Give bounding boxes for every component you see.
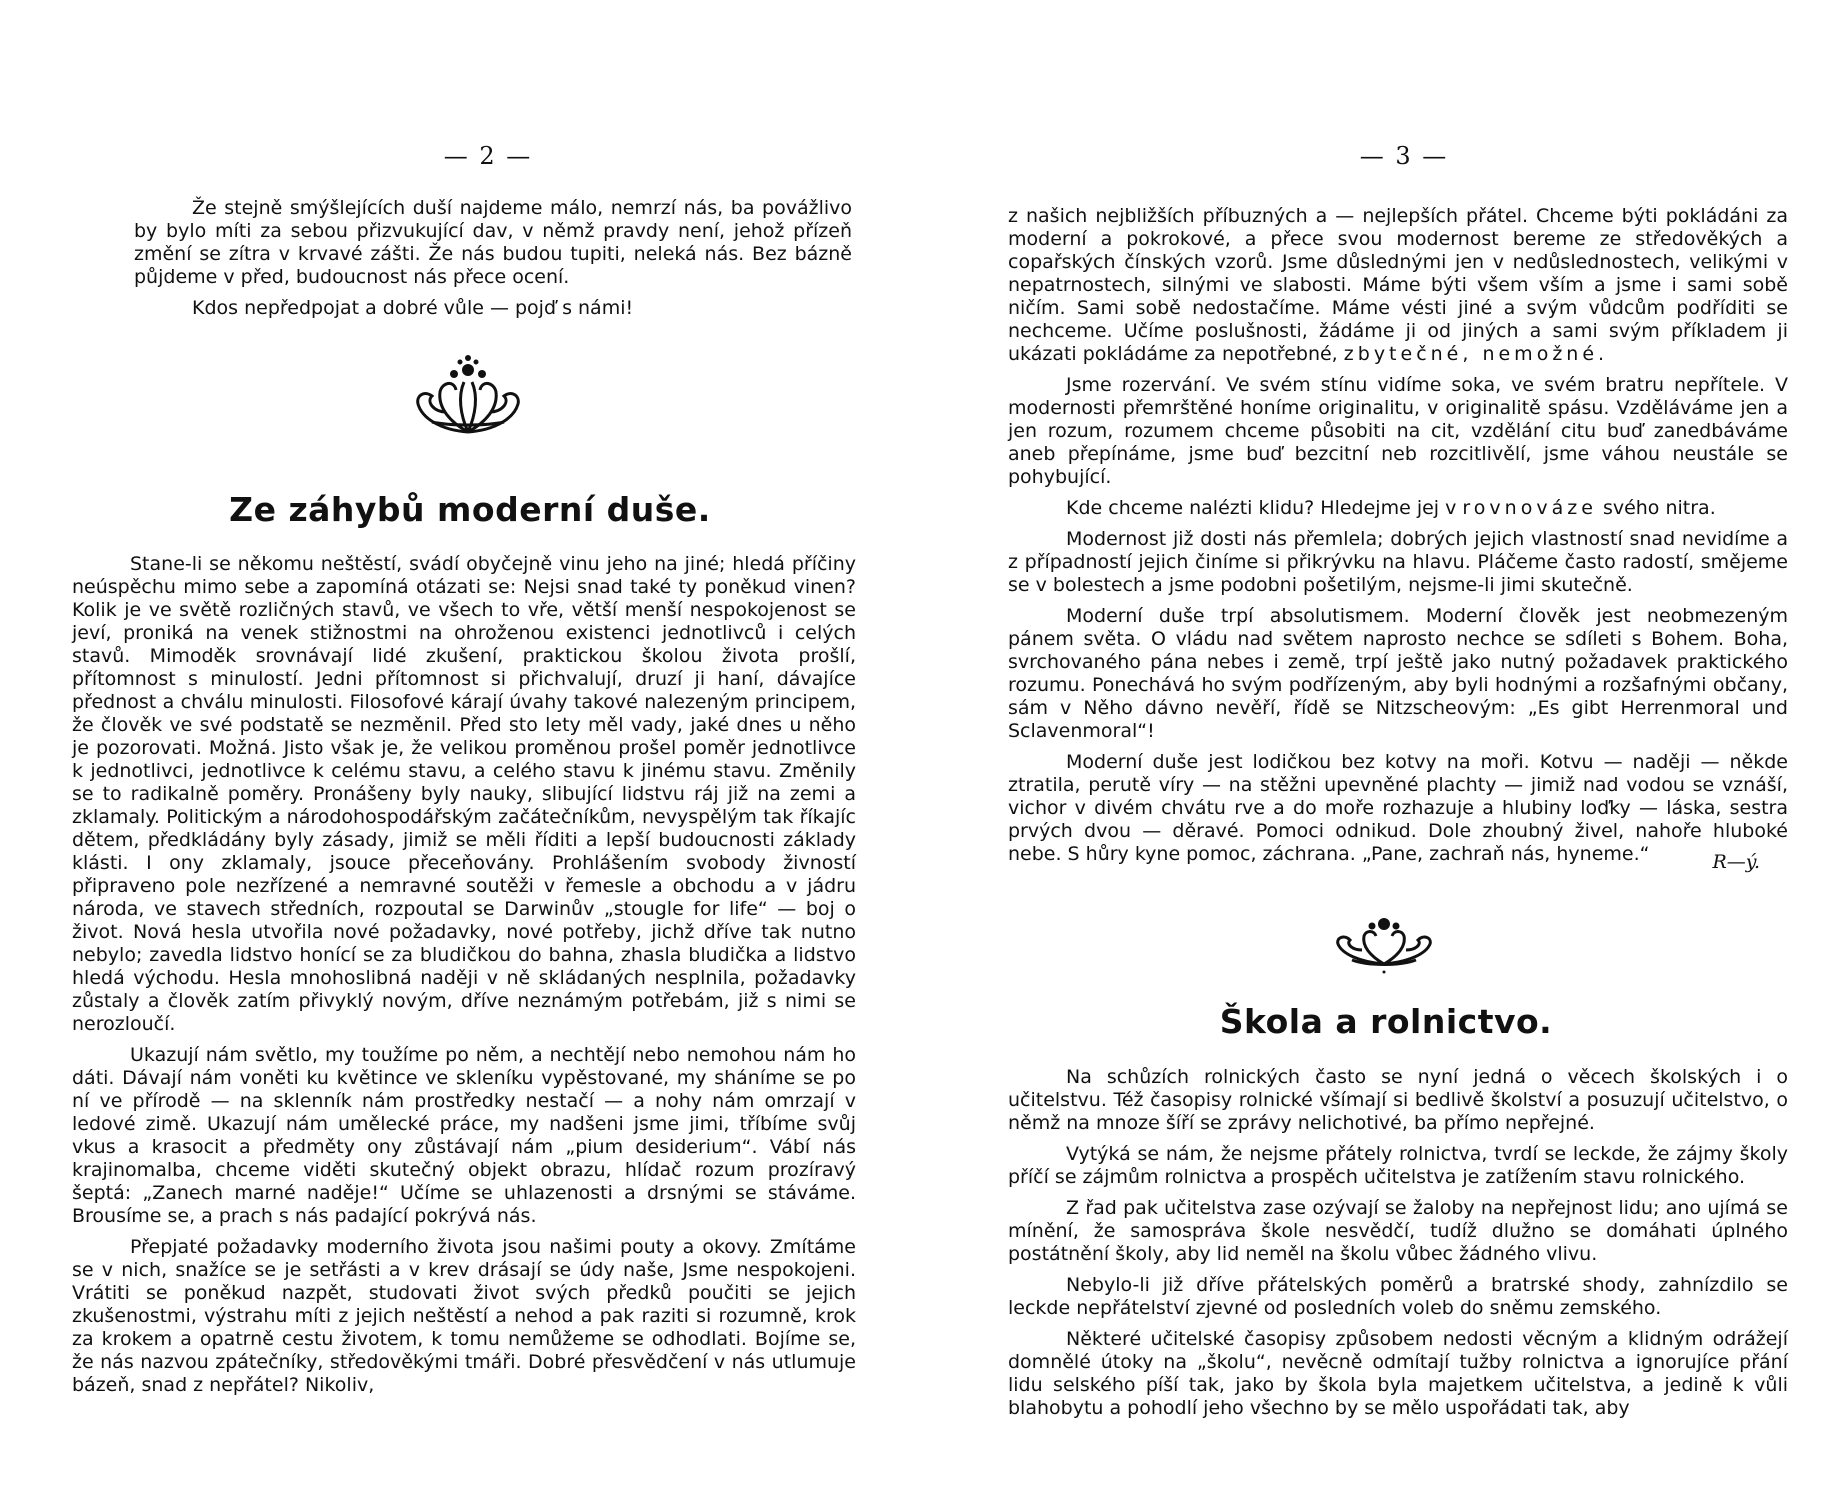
page-number: — 3 — xyxy=(1359,142,1449,170)
floral-vignette-icon xyxy=(1332,910,1436,974)
paragraph: Přepjaté požadavky moderního života jsou našimi pouty a okovy. Zmítáme se v nich, snažíce se je setřásti a v krev drásají se údy naše, Jsme nespokojeni. Vrátiti se poněkud nazpět, studovati život svých předků poučiti se jejich zkušenostmi, výstrahu míti z jejich neštěstí a nehod a pak raziti si rozumně, krok za krokem a opatrně cestu životem, k tomu nemůžeme se odhodlati. Bojíme se, že nás nazvou zpátečníky, středověkými tmáři. Dobré přesvědčení v nás utlumuje bázeň, snad z nepřátel? Nikoliv, xyxy=(72,1236,856,1396)
paragraph: Moderní duše trpí absolutismem. Moderní člověk jest neobmezeným pánem světa. O vládu nad světem naprosto nechce se sdíleti s Bohem. Boha, svrchovaného pána nebes i země, trpí ještě jako nutný požadavek praktického rozumu. Ponechává ho svým podřízeným, aby byli hodnými a rozšafnými občany, sám v Něho dávno nevěří, řídě se Nitzscheovým: „Es gibt Herrenmoral und Sclavenmoral“! xyxy=(1008,605,1788,742)
paragraph: Modernost již dosti nás přemlela; dobrých jejich vlastností snad nevidíme a z případností jejich činíme si přikrývku na hlavu. Pláčeme často radostí, smějeme se v bolestech a jsme podobni pošetilým, nejsme-li jimi skutečně. xyxy=(1008,528,1788,596)
paragraph: Kdos nepředpojat a dobré vůle — pojď s námi! xyxy=(192,297,634,319)
paragraph: Ukazují nám světlo, my toužíme po něm, a nechtějí nebo nemohou nám ho dáti. Dávají nám voněti ku květince ve skleníku vypěstované, my sháníme se po ní ve přírodě — na sklenník nám prostředky nestačí — a nohy nám omrzají v ledové zimě. Ukazují nám umělecké práce, my nadšeni jsme jimi, tříbíme svůj vkus a krasocit a předměty ony zůstávají nám „pium desiderium“. Vábí nás krajinomalba, chceme viděti skutečný objekt obrazu, hlídač rozum prozíravý šeptá: „Zanech marné naděje!“ Učíme se uhlazenosti a drsnými se stáváme. Brousíme se, a prach s nás padající pokrývá nás. xyxy=(72,1044,856,1227)
paragraph xyxy=(1008,497,1788,520)
intro-text xyxy=(134,197,852,328)
emphasized-text: zbytečné, nemožné. xyxy=(1343,343,1609,365)
paragraph-text: z našich nejbližších příbuzných a — nejlepších přátel. Chceme býti pokládáni za moderní a pokrokové, a přece svou modernost bereme ze středověkých a copařských čínských vzorů. Jsme důslednými jen v nedůslednostech, velikými v nepatrnostech, silnými ve slabosti. Máme býti všem vším a jsme i sami sobě ničím. Sami sobě nedostačíme. Máme vésti jiné a svým vůdcům podříditi se nechceme. Učíme poslušnosti, žádáme ji od jiných a sami svým příkladem ji ukázati pokládáme za nepotřebné, xyxy=(1008,205,1788,365)
paragraph: Na schůzích rolnických často se nyní jedná o věcech školských i o učitelstvu. Též časopisy rolnické všímají si bedlivě školství a posuzují učitelstvo, o němž na mnoze šíří se zprávy nelichotivé, ba přímo nepřejné. xyxy=(1008,1066,1788,1134)
article-title: Škola a rolnictvo. xyxy=(1219,1002,1553,1041)
paragraph: Vytýká se nám, že nejsme přátely rolnictva, tvrdí se leckde, že zájmy školy příčí se zájmům rolnictva a prospěch učitelstva je zatížením stavu rolnického. xyxy=(1008,1143,1788,1188)
paragraph: Moderní duše jest lodičkou bez kotvy na moři. Kotvu — naději — někde ztratila, perutě víry — na stěžni upevněné plachty — jimiž nad vodou se vznáší, vichor v divém chvátu rve a do moře rozhazuje a hlubiny loďky — láska, sestra prvých dvou — děravé. Pomoci odnikud. Dole zhoubný živel, nahoře hluboké nebe. S hůry kyne pomoc, záchrana. „Pane, zachraň nás, hyneme.“ xyxy=(1008,751,1788,865)
continuation-text xyxy=(1008,205,1788,874)
paragraph: Že stejně smýšlejících duší najdeme málo, nemrzí nás, ba povážlivo by bylo míti za sebou přizvukující dav, v němž pravdy není, jehož přízeň změní se zítra v krvavé zášti. Že nás budou tupiti, neleká nás. Bez bázně půjdeme v před, budoucnost nás přece ocení. xyxy=(134,197,852,288)
floral-vignette-icon xyxy=(410,352,526,440)
page-number: — 2 — xyxy=(443,142,533,170)
paragraph-text: svého nitra. xyxy=(1602,497,1716,519)
signature: R—ý. xyxy=(1712,851,1760,873)
article-body xyxy=(1008,1066,1788,1428)
emphasized-text: rovnováze xyxy=(1462,497,1597,519)
paragraph: Jsme rozervání. Ve svém stínu vidíme soka, ve svém bratru nepřítele. V modernosti přemrštěné honíme originalitu, v originalitě spásu. Vzděláváme jen a jen rozum, rozumem chceme působiti na cit, vzdělání citu buď zanedbáváme aneb přepínáme, jsme buď bezcitní neb rozcitlivělí, jsme váhou neustále se pohybující. xyxy=(1008,374,1788,488)
paragraph: Nebylo-li již dříve přátelských poměrů a bratrské shody, zahnízdilo se leckde nepřátelství zjevné od posledních voleb do sněmu zemského. xyxy=(1008,1274,1788,1319)
article-body xyxy=(72,553,856,1405)
paragraph xyxy=(1008,205,1788,366)
paragraph: Některé učitelské časopisy způsobem nedosti věcným a klidným odrážejí domnělé útoky na „školu“, nevěcně odmítají tužby rolnictva a ignorujíce přání lidu selského píší tak, jako by škola byla majetkem učitelstva, a jedině k vůli blahobytu a pohodlí jeho všechno by se mělo uspořádati tak, aby xyxy=(1008,1328,1788,1419)
paragraph: Stane-li se někomu neštěstí, svádí obyčejně vinu jeho na jiné; hledá příčiny neúspěchu mimo sebe a zapomíná otázati se: Nejsi snad také ty poněkud vinen? Kolik je ve světě rozličných stavů, ve všech to vře, větší menší nespokojenost se jeví, proniká na venek stižnostmi na ohroženou existenci jednotlivců i celých stavů. Mimoděk srovnávají lidé zkušení, praktickou školou života prošlí, přítomnost s minulostí. Jedni přítomnost si přichvalují, druzí ji haní, dávajíce přednost a chválu minulosti. Filosofové kárají úvahy takové nalezeným principem, že člověk ve své podstatě se nezměnil. Před sto lety měl vady, jaké dnes u něho je pozorovati. Možná. Jisto však je, že velikou proměnou prošel poměr jednotlivce k jednotlivci, jednotlivce k celému stavu, a celého stavu k jinému stavu. Změnily se to radikalně poměry. Pronášeny byly nauky, slibující lidstvu ráj již na zemi a zklamaly. Politickým a národohospodářským začátečníkům, nevyspělým tak říkajíc dětem, předkládány byly zásady, jimiž se měli říditi a lepší budoucnosti základy klásti. I ony zklamaly, jsouce přeceňovány. Prohlášením svobody živností připraveno pole nezřízené a nemravné soutěži v řemesle a obchodu a v jádru národa, ve stavech středních, rozpoutal se Darwinův „stougle for life“ — boj o život. Nová hesla utvořila nové požadavky, nové potřeby, jichž dříve tak nutno nebylo; zavedla lidstvo honící se za bludičkou do bahna, zhasla bludička a lidstvo hledá východu. Hesla mnohoslibná naději v ně skládaných nesplnila, požadavky zůstaly a člověk zatím přivyklý novým, dříve neznámým potřebám, již s nimi se nerozloučí. xyxy=(72,553,856,1035)
article-title: Ze záhybů moderní duše. xyxy=(229,490,711,529)
paragraph: Z řad pak učitelstva zase ozývají se žaloby na nepřejnost lidu; ano ujímá se mínění, že samospráva škole nesvědčí, tudíž dlužno se domáhati úplného postátnění školy, aby lid neměl na školu vůbec žádného vlivu. xyxy=(1008,1197,1788,1265)
paragraph-text: Kde chceme nalézti klidu? Hledejme jej v xyxy=(1066,497,1457,519)
right-page xyxy=(916,0,1832,1500)
